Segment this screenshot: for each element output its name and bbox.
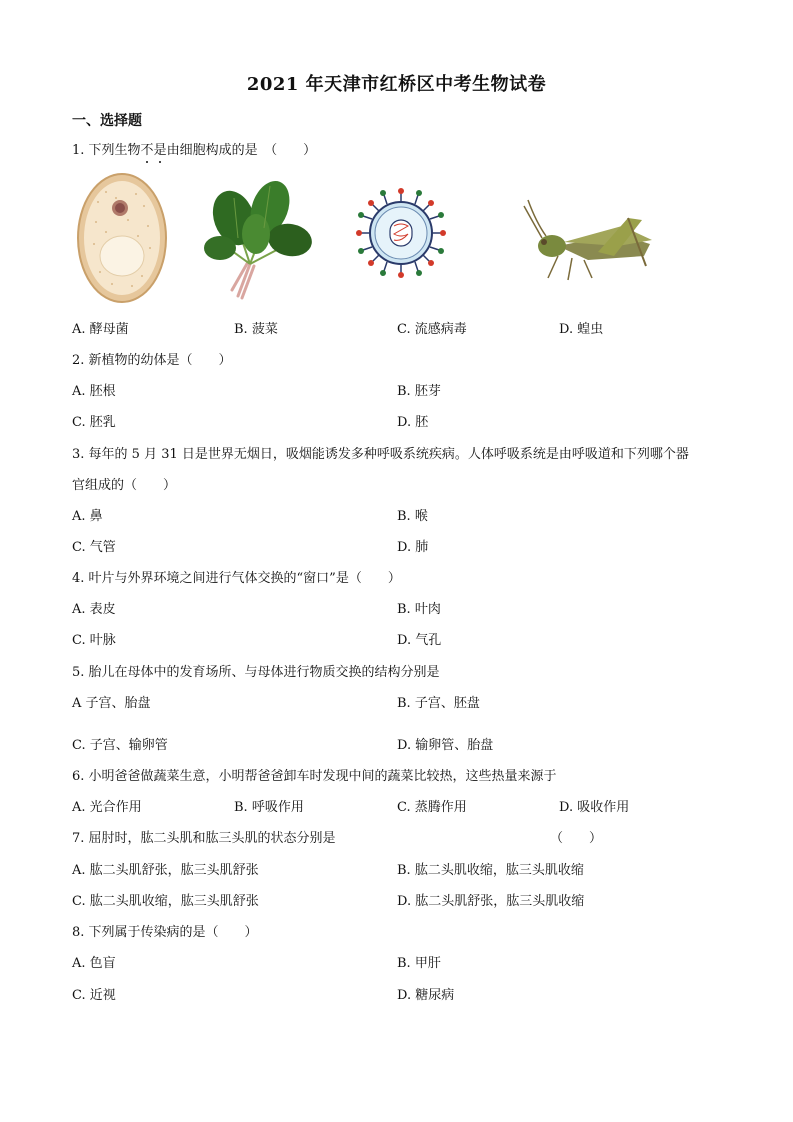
yeast-cell-illustration — [76, 172, 168, 304]
question-3-stem-line1: 3. 每年的 5 月 31 日是世界无烟日，吸烟能诱发多种呼吸系统疾病。人体呼吸系统是由呼吸道和下列哪个器 — [72, 447, 689, 462]
grasshopper-photo — [518, 196, 660, 286]
q1-option-b[interactable]: B. 菠菜 — [234, 322, 278, 337]
question-4-stem: 4. 叶片与外界环境之间进行气体交换的“窗口”是（ ） — [72, 571, 401, 586]
q5-option-a[interactable]: A 子宫、胎盘 — [72, 696, 151, 711]
q4-option-b[interactable]: B. 叶肉 — [397, 602, 441, 617]
q8-option-b[interactable]: B. 甲肝 — [397, 956, 441, 971]
page-title: 2021 年天津市红桥区中考生物试卷 — [246, 74, 547, 95]
q6-option-d[interactable]: D. 吸收作用 — [559, 800, 630, 815]
question-6-stem: 6. 小明爸爸做蔬菜生意，小明帮爸爸卸车时发现中间的蔬菜比较热，这些热量来源于 — [72, 769, 557, 784]
q7-option-b[interactable]: B. 肱二头肌收缩，肱三头肌收缩 — [397, 863, 584, 878]
q6-option-a[interactable]: A. 光合作用 — [72, 800, 142, 815]
q4-option-c[interactable]: C. 叶脉 — [72, 633, 116, 648]
influenza-virus-illustration — [354, 186, 448, 280]
q6-option-b[interactable]: B. 呼吸作用 — [234, 800, 304, 815]
q2-option-d[interactable]: D. 胚 — [397, 415, 429, 430]
question-7-answer-paren: （ ） — [550, 831, 603, 846]
spinach-photo — [198, 178, 318, 302]
section-heading: 一、选择题 — [72, 113, 142, 129]
q8-option-d[interactable]: D. 糖尿病 — [397, 988, 455, 1003]
question-5-stem: 5. 胎儿在母体中的发育场所、与母体进行物质交换的结构分别是 — [72, 665, 440, 680]
q2-option-a[interactable]: A. 胚根 — [72, 384, 116, 399]
q8-option-c[interactable]: C. 近视 — [72, 988, 116, 1003]
question-2-stem: 2. 新植物的幼体是（ ） — [72, 353, 232, 368]
question-1-stem: 1. 下列生物不是由细胞构成的是 （ ） — [72, 143, 317, 158]
q3-option-c[interactable]: C. 气管 — [72, 540, 116, 555]
q3-option-d[interactable]: D. 肺 — [397, 540, 429, 555]
q8-option-a[interactable]: A. 色盲 — [72, 956, 116, 971]
q1-option-a[interactable]: A. 酵母菌 — [72, 322, 129, 337]
q1-option-d[interactable]: D. 蝗虫 — [559, 322, 604, 337]
question-8-stem: 8. 下列属于传染病的是（ ） — [72, 925, 258, 940]
question-7-stem: 7. 屈肘时，肱二头肌和肱三头肌的状态分别是 — [72, 831, 336, 846]
q7-option-c[interactable]: C. 肱二头肌收缩，肱三头肌舒张 — [72, 894, 259, 909]
q6-option-c[interactable]: C. 蒸腾作用 — [397, 800, 467, 815]
q3-option-b[interactable]: B. 喉 — [397, 509, 428, 524]
q2-option-b[interactable]: B. 胚芽 — [397, 384, 441, 399]
q5-option-c[interactable]: C. 子宫、输卵管 — [72, 738, 168, 753]
q5-option-d[interactable]: D. 输卵管、胎盘 — [397, 738, 494, 753]
q7-option-a[interactable]: A. 肱二头肌舒张，肱三头肌舒张 — [72, 863, 259, 878]
q3-option-a[interactable]: A. 鼻 — [72, 509, 103, 524]
q4-option-d[interactable]: D. 气孔 — [397, 633, 442, 648]
q7-option-d[interactable]: D. 肱二头肌舒张，肱三头肌收缩 — [397, 894, 585, 909]
q5-option-b[interactable]: B. 子宫、胚盘 — [397, 696, 480, 711]
q2-option-c[interactable]: C. 胚乳 — [72, 415, 116, 430]
q1-option-c[interactable]: C. 流感病毒 — [397, 322, 467, 337]
question-3-stem-line2: 官组成的（ ） — [72, 478, 177, 493]
q4-option-a[interactable]: A. 表皮 — [72, 602, 116, 617]
